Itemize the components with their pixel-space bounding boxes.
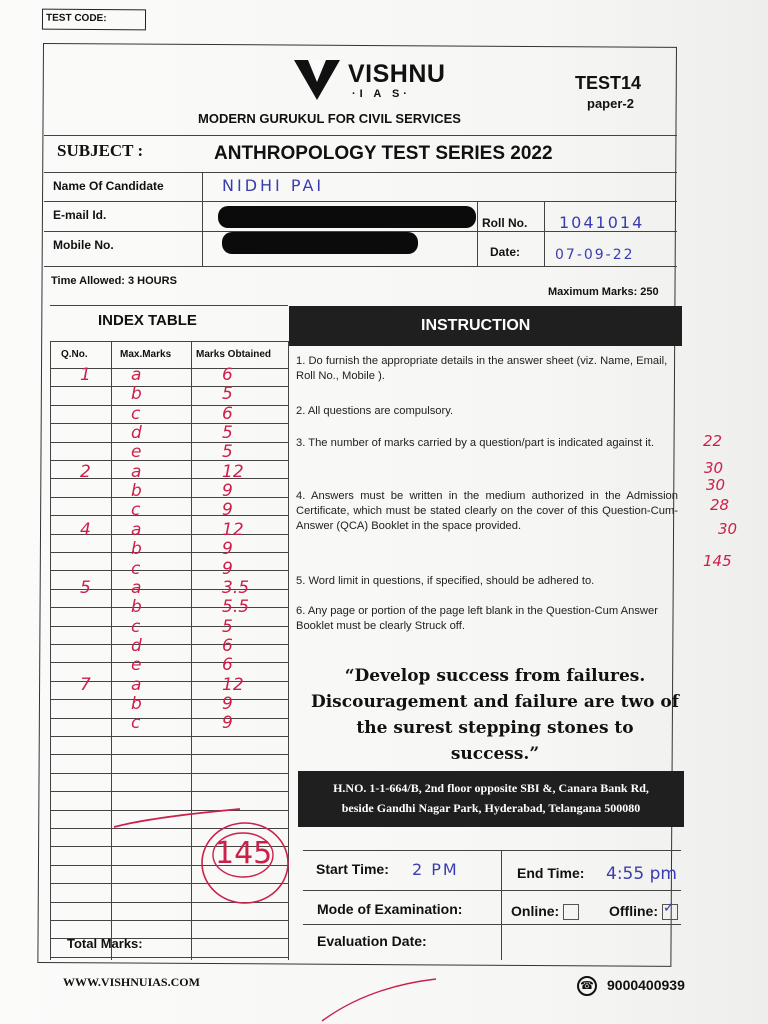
question-part: b [131, 693, 142, 714]
column-header-marks-obtained: Marks Obtained [196, 349, 272, 360]
marks-obtained: 6 [222, 403, 233, 424]
table-row-line [50, 920, 288, 921]
date-label: Date: [490, 245, 521, 259]
table-row-line [50, 957, 288, 958]
online-checkbox[interactable] [563, 904, 579, 920]
column-header-max-marks: Max.Marks [120, 349, 172, 360]
marks-obtained: 5 [222, 616, 233, 637]
marks-obtained: 3.5 [222, 577, 250, 598]
maximum-marks: Maximum Marks: 250 [548, 286, 659, 298]
table-row-line [50, 570, 288, 571]
table-row-line [50, 552, 288, 553]
table-row-line [50, 515, 288, 516]
time-allowed: Time Allowed: 3 HOURS [51, 275, 177, 287]
question-part: c [131, 616, 141, 637]
divider [303, 924, 681, 925]
margin-tally-value: 30 [706, 476, 726, 494]
question-part: e [131, 655, 142, 676]
instruction-header [289, 306, 682, 346]
marks-obtained: 12 [222, 461, 244, 482]
question-part: a [131, 365, 142, 385]
address-line-1: H.NO. 1-1-664/B, 2nd floor opposite SBI &, Canara Bank Rd, [333, 781, 649, 795]
subject-title: ANTHROPOLOGY TEST SERIES 2022 [214, 143, 553, 164]
divider [501, 890, 502, 960]
question-part: a [131, 519, 142, 540]
instruction-6: 6. Any page or portion of the page left blank in the Question-Cum Answer Booklet must be clearly Struck off. [296, 605, 658, 632]
divider [544, 201, 545, 266]
email-redaction [218, 206, 476, 228]
question-part: c [131, 713, 141, 734]
marks-obtained: 9 [222, 713, 233, 734]
table-row-line [50, 754, 288, 755]
instruction-1: 1. Do furnish the appropriate details in the answer sheet (viz. Name, Email, Roll No., Mobile ). [296, 355, 668, 382]
index-table-title: INDEX TABLE [98, 312, 197, 329]
question-part: d [131, 635, 142, 656]
table-row-line [50, 386, 288, 387]
website-footer[interactable]: WWW.VISHNUIAS.COM [63, 975, 200, 989]
total-marks-value: 145 [215, 836, 273, 871]
marks-obtained: 6 [222, 635, 233, 656]
divider [477, 201, 478, 266]
marks-obtained: 12 [222, 519, 244, 540]
divider [303, 890, 681, 891]
marks-obtained: 9 [222, 500, 233, 521]
brand-subtitle: ·I A S· [352, 88, 411, 100]
margin-tally-value: 28 [710, 496, 730, 514]
strike-line-icon [112, 805, 242, 835]
margin-tally-value: 30 [704, 459, 724, 477]
instruction-5: 5. Word limit in questions, if specified, should be adhered to. [296, 575, 595, 587]
table-column-line [50, 341, 51, 960]
question-part: d [131, 423, 142, 444]
subject-label: SUBJECT : [57, 141, 144, 160]
table-row-line [50, 607, 288, 608]
table-row-line [50, 773, 288, 774]
date-value[interactable]: 07-09-22 [555, 247, 635, 263]
question-part: b [131, 481, 142, 502]
marks-obtained: 5 [222, 384, 233, 405]
question-part: c [131, 403, 141, 424]
address-block [298, 771, 684, 827]
test-code-label: TEST CODE: [45, 12, 107, 25]
mobile-redaction [222, 232, 418, 254]
paper-number: paper-2 [587, 96, 634, 111]
table-row-line [50, 736, 288, 737]
table-row-line [50, 626, 288, 627]
phone-icon: ☎ [577, 976, 597, 996]
question-part: b [131, 597, 142, 618]
offline-label: Offline: [609, 903, 658, 919]
divider [50, 305, 288, 306]
roll-number-value[interactable]: 1041014 [559, 213, 645, 232]
motivational-quote: “Develop success from failures. Discouragement and failure are two of the surest stepping stones to success.” [310, 666, 679, 764]
marks-obtained: 12 [222, 674, 244, 695]
instruction-title: INSTRUCTION [421, 317, 531, 334]
question-part: b [131, 384, 142, 405]
mode-of-examination-label: Mode of Examination: [317, 901, 463, 917]
marks-obtained: 9 [222, 558, 233, 579]
mobile-label: Mobile No. [53, 238, 114, 252]
online-label: Online: [511, 903, 560, 919]
email-label: E-mail Id. [53, 208, 107, 222]
online-option[interactable] [511, 903, 579, 920]
marks-obtained: 5.5 [222, 597, 250, 618]
total-marks-label: Total Marks: [67, 936, 143, 951]
marks-obtained: 5 [222, 423, 233, 444]
divider [44, 135, 677, 136]
test-name: TEST14 [575, 73, 642, 93]
table-row-line [50, 442, 288, 443]
brand-tagline: MODERN GURUKUL FOR CIVIL SERVICES [198, 111, 461, 126]
divider [44, 172, 677, 173]
question-number: 7 [80, 674, 91, 695]
divider [50, 341, 288, 342]
divider [44, 266, 677, 267]
divider [501, 850, 502, 890]
table-row-line [50, 497, 288, 498]
marks-obtained: 9 [222, 539, 233, 560]
divider [44, 201, 677, 202]
marks-obtained: 6 [222, 365, 233, 385]
instruction-4: 4. Answers must be written in the medium authorized in the Admission Certificate, which must be stated clearly on the cover of this Question-Cum-Answer (QCA) Booklet in the space provided. [296, 490, 678, 532]
marks-obtained: 6 [222, 655, 233, 676]
question-part: a [131, 674, 142, 695]
question-number: 5 [80, 577, 91, 598]
question-part: b [131, 539, 142, 560]
pen-stroke-icon [318, 975, 438, 1024]
table-column-line [191, 341, 192, 960]
table-row-line [50, 699, 288, 700]
question-part: c [131, 500, 141, 521]
margin-tally-value: 22 [703, 432, 723, 450]
phone-number[interactable]: 9000400939 [607, 977, 685, 993]
marks-obtained: 5 [222, 442, 233, 463]
table-row-line [50, 423, 288, 424]
end-time-value[interactable]: 4:55 pm [606, 864, 677, 884]
column-header-qno: Q.No. [61, 349, 88, 360]
offline-check-mark: ✓ [662, 900, 675, 917]
question-part: a [131, 461, 142, 482]
table-row-line [50, 718, 288, 719]
test-code-box [42, 9, 146, 31]
vishnu-logo-icon [294, 60, 340, 100]
address-line-2: beside Gandhi Nagar Park, Hyderabad, Telangana 500080 [341, 801, 641, 815]
question-number: 4 [80, 519, 91, 540]
question-part: e [131, 442, 142, 463]
start-time-label: Start Time: [316, 861, 389, 877]
candidate-name-value[interactable]: NIDHI PAI [222, 176, 325, 195]
candidate-name-label: Name Of Candidate [53, 179, 164, 193]
brand-name: VISHNU [348, 60, 446, 88]
question-part: a [131, 577, 142, 598]
margin-tally-value: 30 [718, 520, 738, 538]
table-row-line [50, 405, 288, 406]
divider [202, 172, 203, 266]
end-time-label: End Time: [517, 865, 585, 881]
offline-checkbox[interactable] [662, 900, 678, 920]
marks-obtained: 9 [222, 693, 233, 714]
instruction-3: 3. The number of marks carried by a question/part is indicated against it. [296, 437, 654, 449]
question-number: 2 [80, 461, 91, 482]
offline-option[interactable] [609, 900, 678, 920]
evaluation-date-label: Evaluation Date: [317, 933, 427, 949]
instruction-2: 2. All questions are compulsory. [296, 405, 454, 417]
table-column-line [111, 341, 112, 960]
table-row-line [50, 644, 288, 645]
start-time-value[interactable]: 2 PM [412, 860, 459, 879]
divider [303, 850, 681, 851]
table-row-line [50, 791, 288, 792]
margin-tally-value: 145 [703, 552, 732, 570]
question-number: 1 [80, 365, 91, 385]
question-part: c [131, 558, 141, 579]
table-row-line [50, 662, 288, 663]
roll-number-label: Roll No. [482, 216, 528, 230]
marks-obtained: 9 [222, 481, 233, 502]
